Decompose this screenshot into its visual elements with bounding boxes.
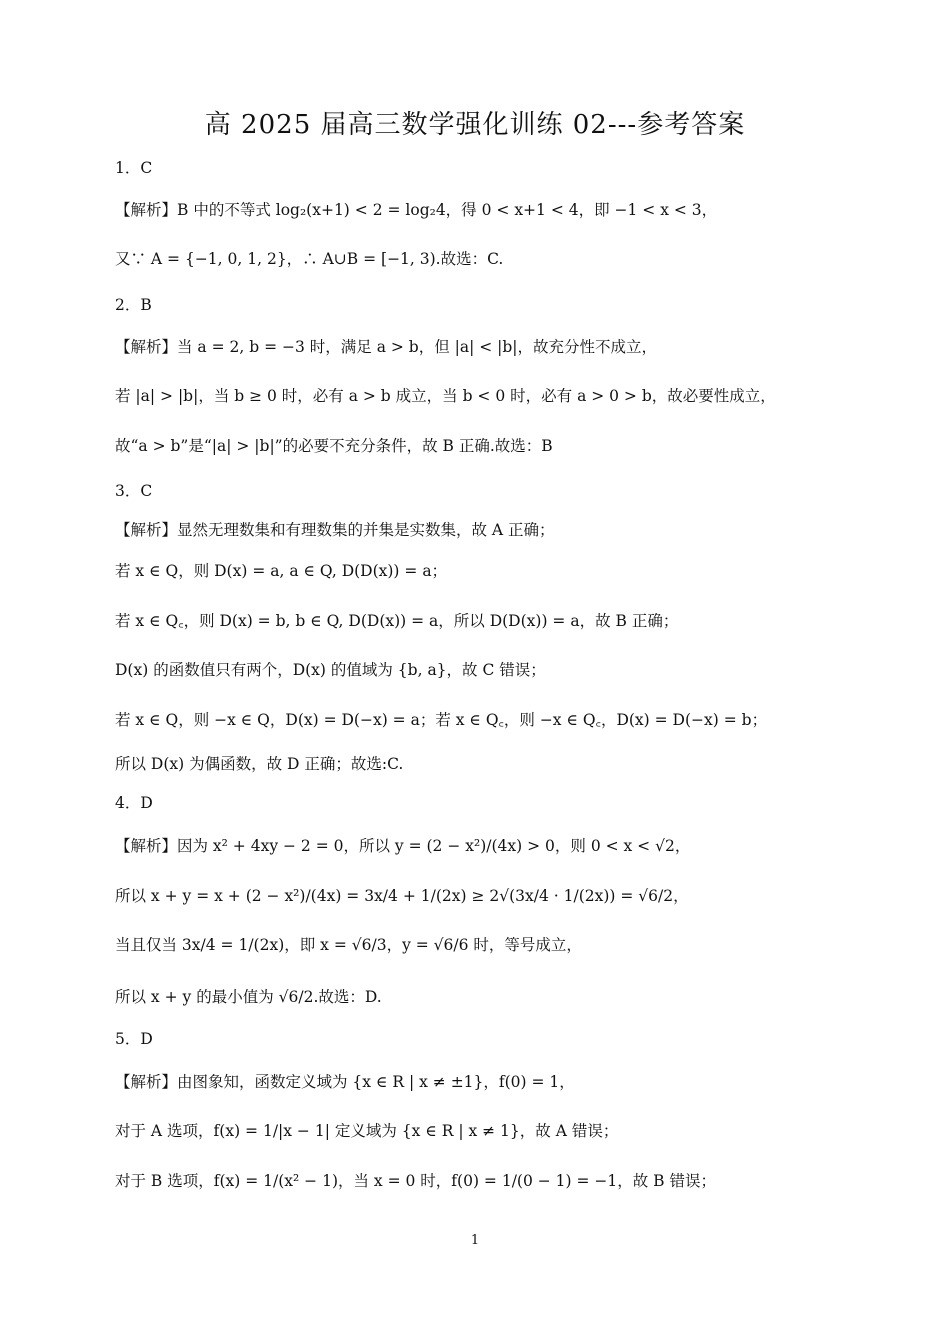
answer-4-heading: 4．D (115, 794, 153, 812)
answer-5-heading: 5．D (115, 1030, 153, 1048)
page-number: 1 (470, 1233, 480, 1248)
answer-3-parity: 若 x ∈ Q，则 −x ∈ Q，D(x) = D(−x) = a；若 x ∈ Q꜀，则 −x ∈ Q꜀，D(x) = D(−x) = b； (115, 711, 768, 729)
answer-3-case-irrational: 若 x ∈ Q꜀，则 D(x) = b, b ∈ Q, D(D(x)) = a，所以 D(D(x)) = a，故 B 正确； (115, 612, 679, 630)
answer-5-analysis: 【解析】由图象知，函数定义域为 {x ∈ R | x ≠ ±1}，f(0) = 1， (115, 1073, 575, 1091)
answer-4-conclusion: 所以 x + y 的最小值为 √6/2.故选：D. (115, 988, 382, 1006)
answer-1-conclusion: 又∵ A = {−1, 0, 1, 2}，∴ A∪B = [−1, 3).故选：C. (115, 250, 504, 268)
answer-3-conclusion: 所以 D(x) 为偶函数，故 D 正确；故选:C. (115, 755, 404, 773)
answer-3-range: D(x) 的函数值只有两个，D(x) 的值域为 {b, a}，故 C 错误； (115, 661, 546, 679)
answer-3-case-rational: 若 x ∈ Q，则 D(x) = a, a ∈ Q, D(D(x)) = a； (115, 562, 448, 580)
page-title: 高 2025 届高三数学强化训练 02---参考答案 (204, 110, 746, 140)
answer-1-heading: 1．C (115, 159, 153, 177)
answer-3-heading: 3．C (115, 482, 153, 500)
answer-5-option-b: 对于 B 选项，f(x) = 1/(x² − 1)，当 x = 0 时，f(0) = 1/(0 − 1) = −1，故 B 错误； (115, 1172, 717, 1190)
answer-2-analysis: 【解析】当 a = 2, b = −3 时，满足 a > b，但 |a| < |b|，故充分性不成立， (115, 338, 658, 356)
answer-4-equality: 当且仅当 3x/4 = 1/(2x)，即 x = √6/3，y = √6/6 时，等号成立， (115, 936, 582, 954)
answer-2-conclusion: 故“a > b”是“|a| > |b|”的必要不充分条件，故 B 正确.故选：B (115, 437, 553, 455)
answer-3-analysis: 【解析】显然无理数集和有理数集的并集是实数集，故 A 正确； (115, 521, 555, 539)
answer-2-heading: 2．B (115, 296, 152, 314)
answer-2-necessity: 若 |a| > |b|，当 b ≥ 0 时，必有 a > b 成立，当 b < 0 时，必有 a > 0 > b，故必要性成立， (115, 387, 776, 405)
answer-1-analysis: 【解析】B 中的不等式 log₂(x+1) < 2 = log₂4，得 0 < x+1 < 4，即 −1 < x < 3， (115, 201, 718, 219)
answer-5-option-a: 对于 A 选项，f(x) = 1/|x − 1| 定义域为 {x ∈ R | x ≠ 1}，故 A 错误； (115, 1122, 619, 1140)
answer-4-inequality: 所以 x + y = x + (2 − x²)/(4x) = 3x/4 + 1/(2x) ≥ 2√(3x/4 · 1/(2x)) = √6/2， (115, 887, 689, 905)
answer-4-analysis: 【解析】因为 x² + 4xy − 2 = 0，所以 y = (2 − x²)/(4x) > 0，则 0 < x < √2， (115, 837, 691, 855)
